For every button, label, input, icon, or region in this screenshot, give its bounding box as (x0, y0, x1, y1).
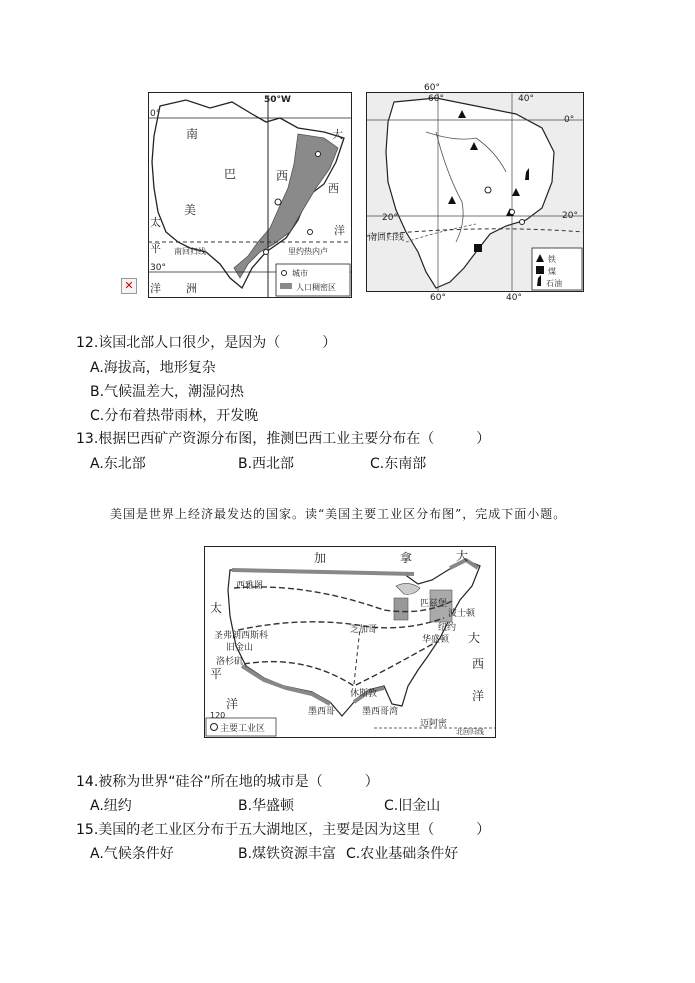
city-label: 迈阿密 (420, 719, 448, 729)
tropic-label: 北回归线 (456, 728, 484, 736)
question-stem: 15.美国的老工业区分布于五大湖地区，主要是因为这里（ ） (76, 822, 491, 838)
country-char: 南 (186, 127, 199, 141)
mexico-label: 墨西哥 (308, 707, 336, 717)
lat-30-label: 30° (150, 263, 166, 273)
continent-char: 洲 (186, 282, 197, 295)
city-label: 洛杉矶 (216, 657, 244, 667)
pacific-char: 洋 (226, 697, 239, 711)
city-label: 纽约 (438, 623, 457, 633)
city-marker (275, 199, 281, 205)
lon-bottom-label: 60° (430, 293, 446, 303)
ocean-char: 洋 (150, 282, 161, 295)
country-char: 西 (276, 169, 289, 183)
city-label: 西雅图 (236, 581, 264, 591)
brazil-mineral-map (366, 83, 584, 303)
city-label: 旧金山 (226, 643, 254, 653)
city-label: 休斯敦 (350, 689, 378, 699)
lat-0-label: 0° (150, 109, 161, 119)
lon-label: 50°W (264, 95, 291, 105)
country-char: 美 (184, 203, 197, 217)
answer-option[interactable]: C.农业基础条件好 (346, 846, 459, 862)
atlantic-char: 大 (468, 631, 481, 645)
answer-option[interactable]: B.西北部 (238, 456, 295, 472)
tropic-label: 南回归线 (174, 247, 206, 256)
ocean-char: 太 (150, 216, 161, 229)
atlantic-char: 洋 (472, 689, 485, 703)
intro-paragraph: 美国是世界上经济最发达的国家。读“美国主要工业区分布图”，完成下面小题。 (110, 507, 567, 521)
lon-label: 120 (210, 711, 226, 720)
usa-industry-map (204, 546, 496, 738)
industrial-zone (394, 598, 408, 620)
answer-option[interactable]: C.旧金山 (384, 798, 441, 814)
answer-option[interactable]: B.气候温差大，潮湿闷热 (90, 384, 245, 400)
canada-char: 大 (456, 549, 469, 563)
canada-char: 加 (314, 551, 327, 565)
lon-top-label: 60° (428, 94, 444, 104)
city-marker (308, 230, 313, 235)
question-stem: 12.该国北部人口很少，是因为（ ） (76, 335, 337, 351)
lat-left-label: 20° (382, 213, 398, 223)
lat-right-label: 20° (562, 211, 578, 221)
ocean-char: 西 (328, 182, 339, 195)
coal-symbol (474, 244, 482, 252)
legend-label: 主要工业区 (220, 724, 266, 734)
brazil-population-map (148, 92, 352, 298)
city-marker (316, 152, 321, 157)
city-label: 匹兹堡 (420, 599, 448, 609)
lon-bottom-label: 40° (506, 293, 522, 303)
city-label: 华盛顿 (422, 635, 450, 645)
city-label: 圣弗朗西斯科 (214, 631, 269, 641)
city-label: 芝加哥 (350, 625, 378, 635)
answer-option[interactable]: A.纽约 (90, 798, 132, 814)
question-stem: 13.根据巴西矿产资源分布图，推测巴西工业主要分布在（ ） (76, 431, 491, 447)
answer-option[interactable]: A.气候条件好 (90, 846, 174, 862)
gulf-label: 墨西哥湾 (362, 707, 399, 717)
city-label: 波士顿 (448, 609, 476, 619)
atlantic-char: 西 (472, 657, 485, 671)
lon-top-label: 40° (518, 94, 534, 104)
legend-city-label: 城市 (292, 269, 308, 278)
legend-iron-label: 铁 (548, 255, 556, 264)
answer-option[interactable]: C.东南部 (370, 456, 427, 472)
legend-oil-label: 石油 (546, 279, 562, 288)
answer-option[interactable]: B.煤铁资源丰富 (238, 846, 337, 862)
country-char: 巴 (224, 167, 237, 181)
broken-image-icon: ✕ (121, 278, 137, 294)
pacific-char: 平 (210, 667, 223, 681)
lon-label: 60° (424, 83, 440, 93)
tropic-label: 南回归线 (368, 233, 405, 243)
answer-option[interactable]: A.海拔高，地形复杂 (90, 360, 216, 376)
answer-option[interactable]: C.分布着热带雨林，开发晚 (90, 408, 259, 424)
question-stem: 14.被称为世界“硅谷”所在地的城市是（ ） (76, 774, 379, 790)
legend-dense-label: 人口稠密区 (296, 283, 336, 292)
lat-right-label: 0° (564, 115, 575, 125)
answer-option[interactable]: A.东北部 (90, 456, 146, 472)
city-label: 里约热内卢 (288, 247, 328, 256)
ocean-char: 平 (150, 242, 161, 255)
city-marker (264, 250, 269, 255)
legend-coal-label: 煤 (548, 267, 556, 276)
canada-char: 拿 (400, 551, 413, 565)
ocean-char: 大 (332, 128, 343, 141)
pacific-char: 太 (210, 601, 223, 615)
ocean-char: 洋 (334, 224, 345, 237)
answer-option[interactable]: B.华盛顿 (238, 798, 295, 814)
